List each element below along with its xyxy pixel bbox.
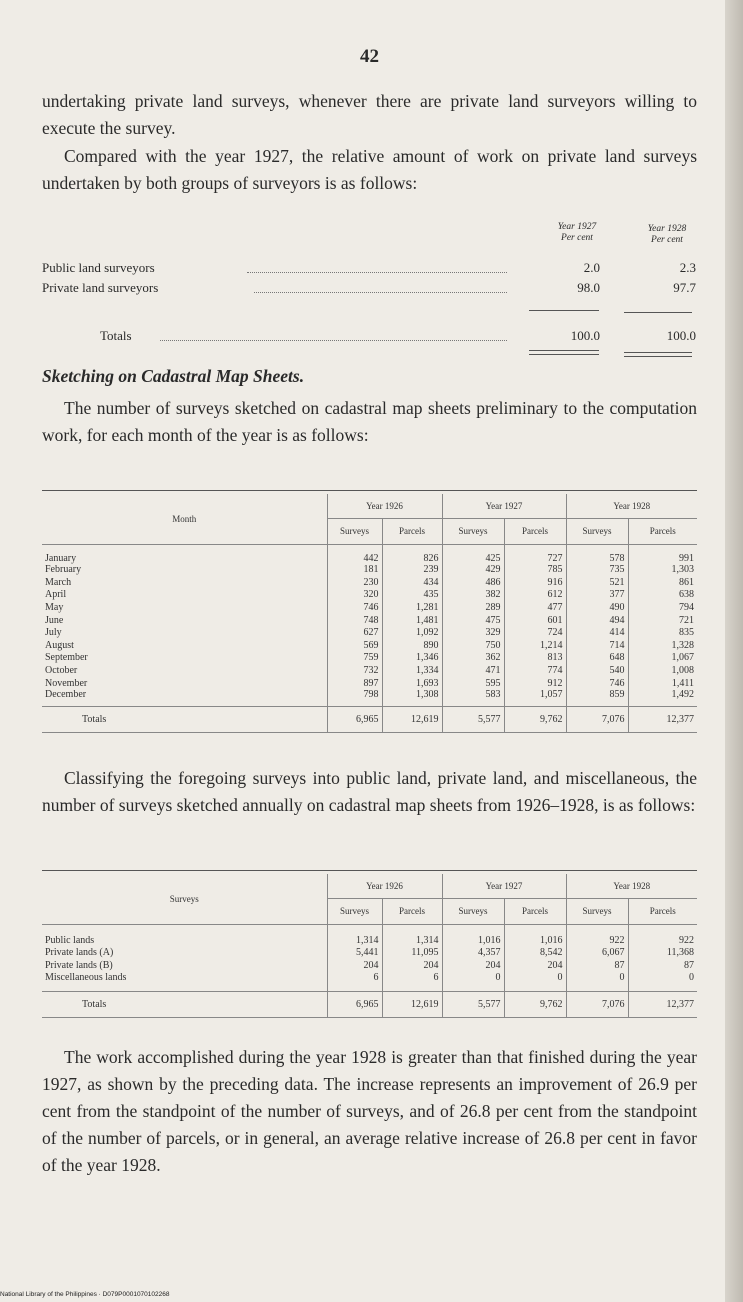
value-cell: 471	[442, 664, 504, 677]
value-cell: 735	[566, 564, 628, 577]
monthly-table	[42, 494, 697, 733]
value-cell: 477	[504, 601, 566, 614]
total-cell: 12,377	[628, 707, 697, 733]
value-cell: 6	[382, 972, 442, 992]
value-cell: 922	[679, 934, 694, 946]
value-cell: 1,492	[671, 689, 694, 701]
month-label: February	[42, 564, 327, 577]
value-cell: 1,693	[382, 677, 442, 690]
value-cell: 0	[442, 972, 504, 992]
total-cell: 7,076	[566, 707, 628, 733]
value-cell: 1,057	[504, 689, 566, 707]
value-cell: 6	[327, 972, 382, 992]
value-cell: 798	[327, 689, 382, 707]
sub-header: Parcels	[504, 898, 566, 924]
monthly-table-body	[42, 544, 697, 733]
total-cell: 12,619	[382, 707, 442, 733]
value-cell: 859	[566, 689, 628, 707]
double-rule	[624, 352, 692, 357]
value-cell: 714	[566, 639, 628, 652]
sum-rule	[529, 310, 599, 311]
paragraph-text: Classifying the foregoing surveys into public land, private land, and miscellaneous, the number of surveys sketched annually on cadastral map sheets from 1926–1928, is as follows:	[42, 768, 697, 815]
value-cell: 521	[566, 576, 628, 589]
value-cell: 204	[442, 959, 504, 972]
month-row	[42, 652, 697, 665]
sub-header: Parcels	[504, 518, 566, 544]
value-cell: 5,441	[327, 946, 382, 959]
row-label: Private land surveyors	[42, 280, 159, 295]
value-1927: 2.0	[583, 260, 600, 275]
percent-row	[42, 260, 697, 280]
month-row	[42, 564, 697, 577]
value-cell: 583	[442, 689, 504, 707]
value-cell: 11,368	[666, 946, 694, 958]
leader-dots	[254, 292, 507, 293]
paragraph-classifying	[42, 765, 697, 819]
value-cell: 1,308	[382, 689, 442, 707]
value-cell: 1,303	[671, 564, 694, 576]
total-cell: 12,619	[382, 991, 442, 1017]
total-label: Totals	[100, 328, 132, 343]
month-row	[42, 677, 697, 690]
month-row	[42, 544, 697, 564]
value-cell: 87	[566, 959, 628, 972]
col1-header: Year 1927 Per cent	[557, 222, 597, 243]
month-row	[42, 601, 697, 614]
class-row	[42, 946, 697, 959]
class-row	[42, 959, 697, 972]
sub-header: Parcels	[382, 518, 442, 544]
month-label: June	[42, 614, 327, 627]
value-cell: 6,067	[566, 946, 628, 959]
month-label: December	[42, 689, 327, 707]
value-cell: 230	[327, 576, 382, 589]
class-row	[42, 972, 697, 992]
total-cell: 6,965	[327, 707, 382, 733]
sub-header: Parcels	[628, 898, 697, 924]
value-cell: 1,314	[327, 924, 382, 946]
value-cell: 601	[504, 614, 566, 627]
month-label: November	[42, 677, 327, 690]
value-cell: 1,411	[671, 677, 694, 689]
col2-header: Year 1928 Per cent	[647, 224, 687, 245]
total-cell: 12,377	[628, 991, 697, 1017]
year-header: Year 1928	[566, 494, 697, 518]
value-cell: 861	[679, 576, 694, 588]
month-label: September	[42, 652, 327, 665]
value-cell: 922	[566, 924, 628, 946]
value-cell: 746	[327, 601, 382, 614]
paragraph-comparison	[42, 143, 697, 197]
value-cell: 204	[504, 959, 566, 972]
sub-header: Surveys	[327, 898, 382, 924]
value-cell: 727	[504, 544, 566, 564]
surveys-header: Surveys	[42, 874, 327, 924]
value-1928: 97.7	[673, 280, 696, 295]
value-cell: 1,008	[671, 665, 694, 677]
page-number: 42	[360, 46, 379, 67]
value-cell: 204	[327, 959, 382, 972]
paragraph-conclusion	[42, 1044, 697, 1179]
value-cell: 991	[679, 552, 694, 564]
paragraph-continued	[42, 88, 697, 142]
value-cell: 890	[382, 639, 442, 652]
value-cell: 759	[327, 652, 382, 665]
value-cell: 1,092	[382, 626, 442, 639]
value-cell: 916	[504, 576, 566, 589]
value-cell: 362	[442, 652, 504, 665]
leader-dots	[160, 340, 507, 341]
sub-header: Surveys	[327, 518, 382, 544]
paragraph-text: Compared with the year 1927, the relative amount of work on private land surveys undertaken by both groups of surveyors is as follows:	[42, 146, 697, 193]
year-header: Year 1927	[442, 494, 566, 518]
value-cell: 1,281	[382, 601, 442, 614]
value-cell: 1,314	[382, 924, 442, 946]
total-cell: 5,577	[442, 991, 504, 1017]
total-cell: 9,762	[504, 707, 566, 733]
month-row	[42, 664, 697, 677]
value-cell: 0	[504, 972, 566, 992]
value-cell: 1,481	[382, 614, 442, 627]
percent-total-row	[42, 328, 697, 348]
sub-header: Parcels	[628, 518, 697, 544]
value-cell: 595	[442, 677, 504, 690]
value-cell: 4,357	[442, 946, 504, 959]
value-cell: 750	[442, 639, 504, 652]
month-header: Month	[42, 494, 327, 544]
value-cell: 785	[504, 564, 566, 577]
percent-row	[42, 280, 697, 300]
value-cell: 627	[327, 626, 382, 639]
month-label: April	[42, 589, 327, 602]
total-1928: 100.0	[666, 328, 696, 343]
value-cell: 8,542	[504, 946, 566, 959]
month-row	[42, 689, 697, 707]
month-row	[42, 626, 697, 639]
value-cell: 434	[382, 576, 442, 589]
value-cell: 414	[566, 626, 628, 639]
value-cell: 732	[327, 664, 382, 677]
class-label: Private lands (B)	[42, 959, 327, 972]
value-cell: 329	[442, 626, 504, 639]
value-cell: 0	[566, 972, 628, 992]
value-cell: 494	[566, 614, 628, 627]
value-cell: 435	[382, 589, 442, 602]
value-cell: 813	[504, 652, 566, 665]
year-header: Year 1928	[566, 874, 697, 898]
paragraph-sketching	[42, 395, 697, 449]
value-cell: 425	[442, 544, 504, 564]
value-cell: 239	[382, 564, 442, 577]
value-cell: 1,016	[442, 924, 504, 946]
month-label: August	[42, 639, 327, 652]
table-top-rule	[42, 870, 697, 871]
value-cell: 540	[566, 664, 628, 677]
total-1927: 100.0	[570, 328, 600, 343]
totals-label: Totals	[42, 707, 327, 733]
value-cell: 1,016	[504, 924, 566, 946]
value-cell: 569	[327, 639, 382, 652]
month-label: January	[42, 544, 327, 564]
value-cell: 320	[327, 589, 382, 602]
sub-header: Surveys	[566, 898, 628, 924]
totals-row	[42, 707, 697, 733]
double-rule	[529, 350, 599, 355]
value-cell: 648	[566, 652, 628, 665]
value-cell: 724	[504, 626, 566, 639]
value-cell: 475	[442, 614, 504, 627]
value-cell: 1,346	[382, 652, 442, 665]
value-cell: 794	[679, 602, 694, 614]
value-cell: 442	[327, 544, 382, 564]
total-cell: 7,076	[566, 991, 628, 1017]
class-label: Miscellaneous lands	[42, 972, 327, 992]
sub-header: Surveys	[442, 898, 504, 924]
class-label: Private lands (A)	[42, 946, 327, 959]
value-cell: 204	[382, 959, 442, 972]
leader-dots	[247, 272, 507, 273]
value-cell: 638	[679, 589, 694, 601]
value-cell: 897	[327, 677, 382, 690]
value-cell: 826	[382, 544, 442, 564]
paragraph-text: undertaking private land surveys, whenever there are private land surveyors willing to execute the survey.	[42, 91, 697, 138]
classification-table	[42, 874, 697, 1018]
table-top-rule	[42, 490, 697, 491]
month-row	[42, 614, 697, 627]
page-edge	[725, 0, 743, 1302]
value-cell: 429	[442, 564, 504, 577]
classification-table-body	[42, 924, 697, 1017]
row-label: Public land surveyors	[42, 260, 155, 275]
value-cell: 835	[679, 627, 694, 639]
value-cell: 746	[566, 677, 628, 690]
month-row	[42, 589, 697, 602]
value-cell: 486	[442, 576, 504, 589]
month-label: July	[42, 626, 327, 639]
archive-footer: National Library of the Philippines · D079P0001070102268	[0, 1291, 170, 1298]
value-cell: 721	[679, 614, 694, 626]
value-cell: 1,214	[504, 639, 566, 652]
value-cell: 748	[327, 614, 382, 627]
total-cell: 9,762	[504, 991, 566, 1017]
month-label: October	[42, 664, 327, 677]
value-cell: 382	[442, 589, 504, 602]
month-label: May	[42, 601, 327, 614]
value-cell: 87	[684, 959, 694, 971]
total-cell: 5,577	[442, 707, 504, 733]
month-row	[42, 576, 697, 589]
value-1928: 2.3	[679, 260, 696, 275]
month-row	[42, 639, 697, 652]
total-cell: 6,965	[327, 991, 382, 1017]
year-header: Year 1926	[327, 874, 442, 898]
value-1927: 98.0	[577, 280, 600, 295]
totals-label: Totals	[42, 991, 327, 1017]
class-label: Public lands	[42, 924, 327, 946]
value-cell: 289	[442, 601, 504, 614]
totals-row	[42, 991, 697, 1017]
sub-header: Parcels	[382, 898, 442, 924]
year-header: Year 1926	[327, 494, 442, 518]
value-cell: 612	[504, 589, 566, 602]
percent-table	[42, 222, 697, 362]
value-cell: 1,334	[382, 664, 442, 677]
class-row	[42, 924, 697, 946]
value-cell: 0	[689, 971, 694, 983]
value-cell: 1,067	[671, 652, 694, 664]
value-cell: 912	[504, 677, 566, 690]
sum-rule	[624, 312, 692, 313]
sub-header: Surveys	[442, 518, 504, 544]
value-cell: 578	[566, 544, 628, 564]
value-cell: 181	[327, 564, 382, 577]
value-cell: 1,328	[671, 639, 694, 651]
value-cell: 774	[504, 664, 566, 677]
year-header: Year 1927	[442, 874, 566, 898]
month-label: March	[42, 576, 327, 589]
value-cell: 490	[566, 601, 628, 614]
value-cell: 11,095	[382, 946, 442, 959]
value-cell: 377	[566, 589, 628, 602]
paragraph-text: The number of surveys sketched on cadastral map sheets preliminary to the computation work, for each month of the year is as follows:	[42, 398, 697, 445]
section-heading: Sketching on Cadastral Map Sheets.	[42, 366, 305, 386]
sub-header: Surveys	[566, 518, 628, 544]
paragraph-text: The work accomplished during the year 1928 is greater than that finished during the year 1927, as shown by the preceding data. The increase represents an improvement of 26.9 per cent from the standpoint of the number of surveys, and of 26.8 per cent from the standpoint of the number of parcels, or in general, an average relative increase of 26.8 per cent in favor of the year 1928.	[42, 1047, 697, 1175]
